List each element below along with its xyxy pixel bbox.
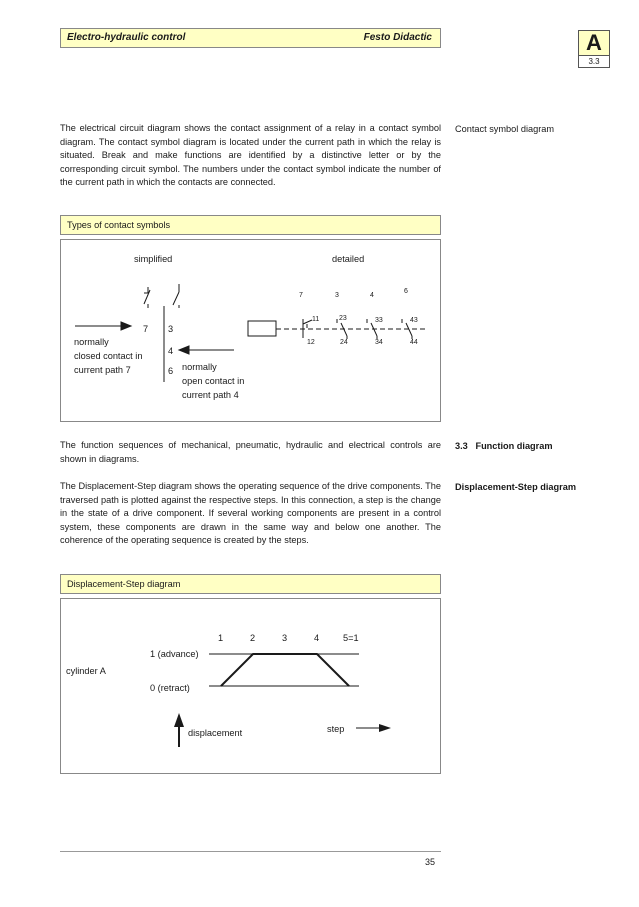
simplified-left-number: 7 <box>143 324 149 334</box>
terminal-top: 23 <box>339 315 347 322</box>
detailed-path-number: 7 <box>299 292 303 299</box>
no-label-line1: normally <box>182 362 217 372</box>
step-tick-label: 1 <box>218 633 224 643</box>
margin-section-heading <box>455 441 553 451</box>
displacement-arrowhead <box>174 713 184 727</box>
terminal-bottom: 34 <box>375 339 383 346</box>
terminal-bottom: 24 <box>340 339 348 346</box>
retract-label: 0 (retract) <box>150 683 190 693</box>
detailed-path-number: 6 <box>404 288 408 295</box>
series-line-cylinder-a <box>221 654 349 686</box>
relay-coil-symbol <box>248 321 276 336</box>
chapter-letter: A <box>578 30 610 56</box>
no-label-line3: current path 4 <box>182 390 239 400</box>
step-tick-label: 5=1 <box>343 633 359 643</box>
displacement-label: displacement <box>188 728 243 738</box>
nc-label-line1: normally <box>74 337 109 347</box>
advance-label: 1 (advance) <box>150 649 199 659</box>
terminal-top: 11 <box>312 316 320 323</box>
nc-label-line3: current path 7 <box>74 365 131 375</box>
margin-displacement-step: Displacement-Step diagram <box>455 482 577 492</box>
intro-paragraph: The electrical circuit diagram shows the contact assignment of a relay in a contact symbol diagram. The contact symbol diagram is located under the current path in which the relay is situated. Break and make functions are identified by a distinctive letter or by the corresponding circuit symbol. The numbers under the contact symbol indicate the number of the current path in which the contacts are connected. <box>60 123 441 188</box>
header-title: Electro-hydraulic control <box>67 32 186 43</box>
simplified-right-number: 6 <box>168 366 174 376</box>
margin-contact-symbol: Contact symbol diagram <box>455 124 555 134</box>
figure1-title: Types of contact symbols <box>67 220 171 230</box>
terminal-bottom: 12 <box>307 339 315 346</box>
chapter-section: 3.3 <box>578 55 610 68</box>
component-label: cylinder A <box>66 666 106 676</box>
header-bar <box>60 28 441 48</box>
displacement-paragraph: The Displacement-Step diagram shows the operating sequence of the drive components. The traversed path is plotted against the respective steps. In this connection, a step is the change in the state of a drive component. If several working components are present in a control system, these components are drawn in the same way and below one another. The coherence of the operating sequence is created by the steps. <box>60 481 441 546</box>
detailed-contacts <box>248 319 428 339</box>
figure1-title-bar <box>60 215 441 235</box>
detailed-label: detailed <box>332 254 365 264</box>
nc-label-line2: closed contact in <box>74 351 143 361</box>
detailed-path-number: 3 <box>335 292 339 299</box>
chapter-marker <box>578 30 610 68</box>
step-tick-label: 2 <box>250 633 256 643</box>
simplified-right-number: 4 <box>168 346 174 356</box>
simplified-label: simplified <box>134 254 173 264</box>
header-publisher: Festo Didactic <box>363 32 432 43</box>
figure2-box <box>60 598 441 774</box>
section-number: 3.3 <box>455 441 468 451</box>
section-title: Function diagram <box>475 441 553 451</box>
page-number: 35 <box>425 857 436 867</box>
figure1-box <box>60 239 441 422</box>
simplified-right-number: 3 <box>168 324 174 334</box>
figure2-title-bar <box>60 574 441 594</box>
displacement-step-chart <box>61 599 440 773</box>
terminal-top: 33 <box>375 317 383 324</box>
step-arrowhead <box>379 724 391 732</box>
step-axis-label: step <box>327 724 345 734</box>
terminal-bottom: 44 <box>410 339 418 346</box>
no-label-line2: open contact in <box>182 376 245 386</box>
figure2-title: Displacement-Step diagram <box>67 579 181 589</box>
terminal-top: 43 <box>410 317 418 324</box>
step-tick-label: 3 <box>282 633 288 643</box>
footer-rule <box>60 851 441 852</box>
detailed-path-number: 4 <box>370 292 374 299</box>
step-tick-label: 4 <box>314 633 320 643</box>
function-intro-paragraph: The function sequences of mechanical, pneumatic, hydraulic and electrical controls are shown in diagrams. <box>60 440 441 464</box>
contact-symbol-figure <box>61 240 440 421</box>
